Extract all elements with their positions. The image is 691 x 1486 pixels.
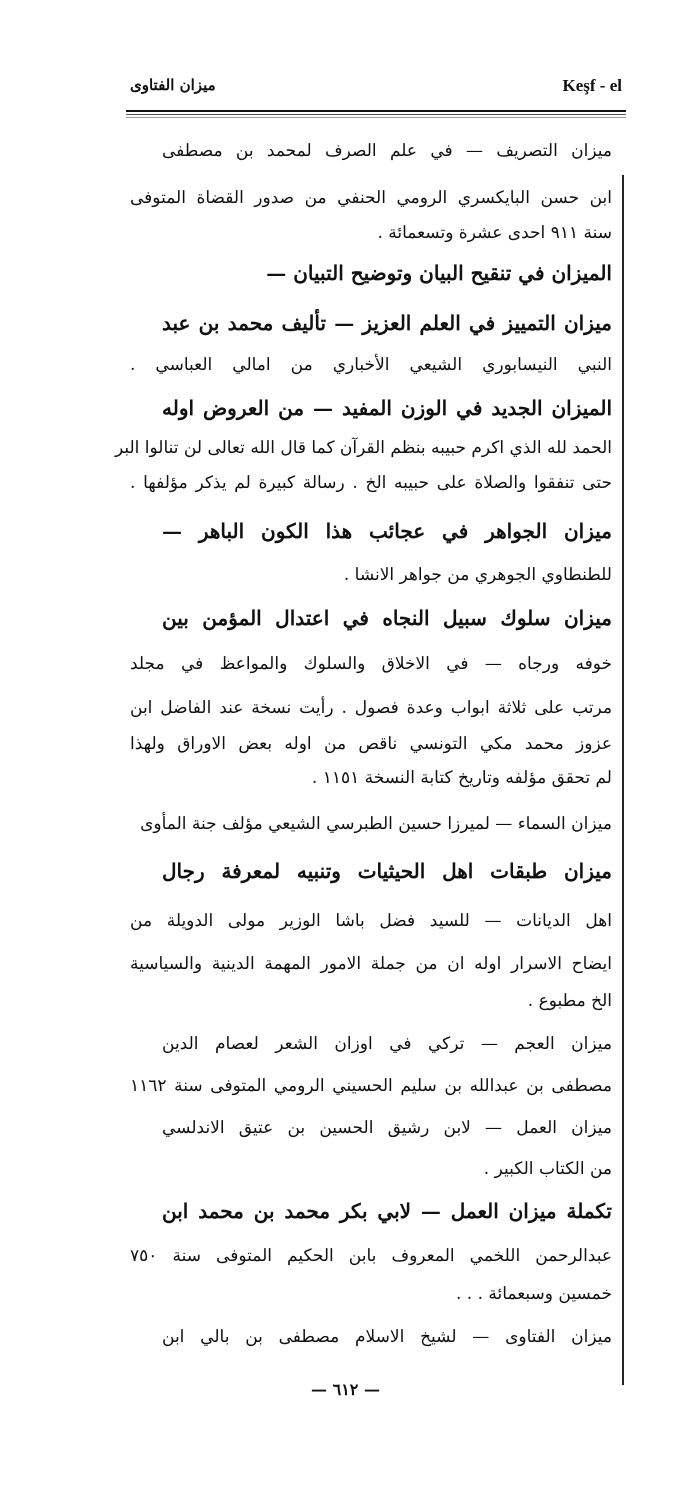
text-line: الحمد لله الذي اكرم حبيبه بنظم القرآن كما قال الله تعالى لن تنالوا البر: [114, 438, 612, 458]
margin-vertical-rule: [622, 175, 624, 1385]
text-line: ميزان الفتاوى — لشيخ الاسلام مصطفى بن بالي ابن: [162, 1327, 612, 1347]
text-line: عزوز محمد مكي التونسي ناقص من اوله بعض الاوراق ولهذا: [130, 734, 612, 754]
catalog-name: Keşf - el: [562, 76, 622, 95]
text-line: ميزان سلوك سبيل النجاه في اعتدال المؤمن بين: [162, 606, 612, 630]
text-line: خمسين وسبعمائة . . .: [455, 1284, 612, 1304]
text-line: ميزان السماء — لميرزا حسين الطبرسي الشيعي مؤلف جنة المأوى: [140, 814, 612, 834]
text-line: مصطفى بن عبدالله بن سليم الحسيني الرومي المتوفى سنة ١١٦٢: [130, 1076, 612, 1096]
text-line: سنة ٩١١ احدى عشرة وتسعمائة .: [377, 223, 612, 243]
text-line: النبي النيسابوري الشيعي الأخباري من امالي العباسي .: [130, 355, 612, 375]
text-line: اهل الديانات — للسيد فضل باشا الوزير مولى الدويلة من: [130, 911, 612, 931]
text-line: ايضاح الاسرار اوله ان من جملة الامور المهمة الدينية والسياسية: [130, 954, 612, 974]
text-line: تكملة ميزان العمل — لابي بكر محمد بن محمد ابن: [162, 1199, 612, 1223]
text-line: ابن حسن البايكسري الرومي الحنفي من صدور القضاة المتوفى: [130, 188, 612, 208]
text-line: عبدالرحمن اللخمي المعروف بابن الحكيم المتوفى سنة ٧٥٠: [130, 1246, 612, 1266]
text-line: حتى تنفقوا والصلاة على حبيبه الخ . رسالة كبيرة لم يذكر مؤلفها .: [130, 473, 612, 493]
text-line: الميزان في تنقيح البيان وتوضيح التبيان —: [266, 261, 612, 285]
text-line: لم تحقق مؤلفه وتاريخ كتابة النسخة ١١٥١ .: [311, 768, 612, 788]
running-title: ميزان الفتاوى: [130, 76, 216, 94]
text-line: الخ مطبوع .: [527, 991, 612, 1011]
header-rule-thin: [126, 114, 626, 115]
header-rule-thin-lower: [126, 117, 626, 118]
text-line: خوفه ورجاه — في الاخلاق والسلوك والمواعظ في مجلد: [130, 654, 612, 674]
page-header: [130, 74, 622, 102]
text-line: ميزان الجواهر في عجائب هذا الكون الباهر —: [162, 519, 612, 543]
text-line: للطنطاوي الجوهري من جواهر الانشا .: [343, 565, 612, 585]
text-line: ميزان التصريف — في علم الصرف لمحمد بن مصطفى: [162, 141, 612, 161]
page-number: — ٦١٢ —: [311, 1380, 380, 1399]
text-line: ميزان العمل — لابن رشيق الحسين بن عتيق الاندلسي: [162, 1118, 612, 1138]
text-line: ميزان التمييز في العلم العزيز — تأليف محمد بن عبد: [162, 311, 612, 335]
text-line: مرتب على ثلاثة ابواب وعدة فصول . رأيت نسخة عند الفاضل ابن: [130, 698, 612, 718]
text-line: من الكتاب الكبير .: [483, 1159, 612, 1179]
text-line: ميزان طبقات اهل الحيثيات وتنبيه لمعرفة رجال: [162, 859, 612, 883]
text-line: الميزان الجديد في الوزن المفيد — من العروض اوله: [162, 396, 612, 420]
text-line: ميزان العجم — تركي في اوزان الشعر لعصام الدين: [162, 1034, 612, 1054]
header-rule-thick: [126, 110, 626, 112]
